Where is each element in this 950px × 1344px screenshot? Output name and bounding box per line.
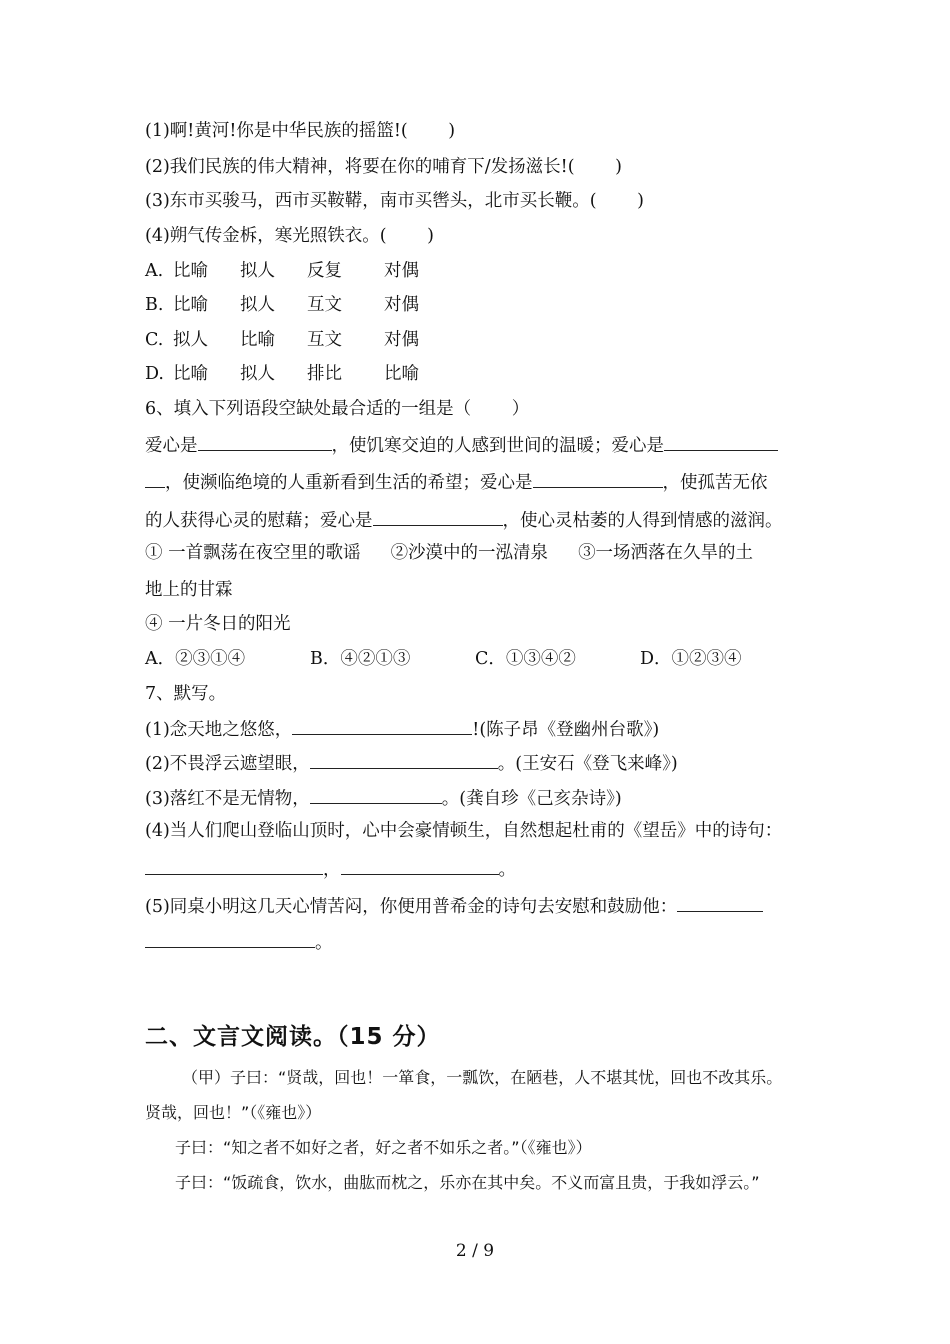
q5-option-b: B. 比喻 拟人 互文 对偶 xyxy=(145,295,419,315)
q5-option-d: D. 比喻 拟人 排比 比喻 xyxy=(145,364,419,384)
q5-item-3: (3)东市买骏马，西市买鞍鞯，南市买辔头，北市买长鞭。( ) xyxy=(145,191,645,211)
q6-blank-2b[interactable] xyxy=(145,469,165,488)
q6-choices-line: ① 一首飘荡在夜空里的歌谣 ②沙漠中的一泓清泉 ③一场洒落在久旱的土 xyxy=(145,543,754,563)
q7-blank-4b[interactable] xyxy=(341,856,499,875)
passage-line-2: 贤哉，回也！”（《雍也》） xyxy=(145,1103,322,1122)
q6-choice4: ④ 一片冬日的阳光 xyxy=(145,614,291,634)
q7-item-2: (2)不畏浮云遮望眼， 。(王安石《登飞来峰》) xyxy=(145,750,678,776)
q6-title: 6、填入下列语段空缺处最合适的一组是（ ） xyxy=(145,399,530,419)
q7-item-5: (5)同桌小明这几天心情苦闷，你便用普希金的诗句去安慰和鼓励他： xyxy=(145,893,763,919)
passage-line-4: 子曰：“饭疏食，饮水，曲肱而枕之，乐亦在其中矣。不义而富且贵，于我如浮云。” xyxy=(175,1173,760,1192)
q7-blank-5b[interactable] xyxy=(145,929,315,948)
q7-item-3: (3)落红不是无情物， 。(龚自珍《己亥杂诗》) xyxy=(145,785,622,811)
passage-line-1: （甲）子曰：“贤哉，回也！一箪食，一瓢饮，在陋巷，人不堪其忧，回也不改其乐。 xyxy=(182,1068,783,1087)
q6-passage-line-3: 的人获得心灵的慰藉；爱心是 ，使心灵枯萎的人得到情感的滋润。 xyxy=(145,507,783,533)
q6-answers: A．②③①④ B．④②①③ C．①③④② D．①②③④ xyxy=(145,649,742,669)
q7-blank-2[interactable] xyxy=(310,750,498,769)
q5-item-2: (2)我们民族的伟大精神，将要在你的哺育下/发扬滋长!( ) xyxy=(145,157,622,177)
q6-choice3-cont: 地上的甘霖 xyxy=(145,580,233,600)
q6-blank-1[interactable] xyxy=(198,432,332,451)
q6-passage-line-2: ，使濒临绝境的人重新看到生活的希望；爱心是 ，使孤苦无依 xyxy=(145,469,768,495)
q5-option-a: A. 比喻 拟人 反复 对偶 xyxy=(145,261,419,281)
page-number: 2 / 9 xyxy=(455,1241,495,1261)
q6-blank-3[interactable] xyxy=(533,469,663,488)
q6-passage-line-1: 爱心是 ，使饥寒交迫的人感到世间的温暖；爱心是 xyxy=(145,432,778,458)
passage-line-3: 子曰：“知之者不如好之者，好之者不如乐之者。”（《雍也》） xyxy=(175,1138,592,1157)
q7-item-5-answer: 。 xyxy=(145,929,333,955)
q7-item-4-answer: ， 。 xyxy=(145,856,516,882)
q5-item-1: (1)啊!黄河!你是中华民族的摇篮!( ) xyxy=(145,121,456,141)
q5-option-c: C. 拟人 比喻 互文 对偶 xyxy=(145,330,419,350)
section-heading: 二、文言文阅读。（15 分） xyxy=(145,1024,441,1050)
q7-blank-1[interactable] xyxy=(292,716,472,735)
q5-item-4: (4)朔气传金柝，寒光照铁衣。( ) xyxy=(145,226,435,246)
q7-item-1: (1)念天地之悠悠， !(陈子昂《登幽州台歌》) xyxy=(145,716,659,742)
q7-blank-4a[interactable] xyxy=(145,856,323,875)
q7-blank-5a[interactable] xyxy=(677,893,763,912)
q6-blank-2a[interactable] xyxy=(664,432,778,451)
q7-item-4: (4)当人们爬山登临山顶时，心中会豪情顿生，自然想起杜甫的《望岳》中的诗句： xyxy=(145,821,783,841)
q7-blank-3[interactable] xyxy=(310,785,442,804)
q7-title: 7、默写。 xyxy=(145,684,227,704)
q6-blank-4[interactable] xyxy=(373,507,503,526)
